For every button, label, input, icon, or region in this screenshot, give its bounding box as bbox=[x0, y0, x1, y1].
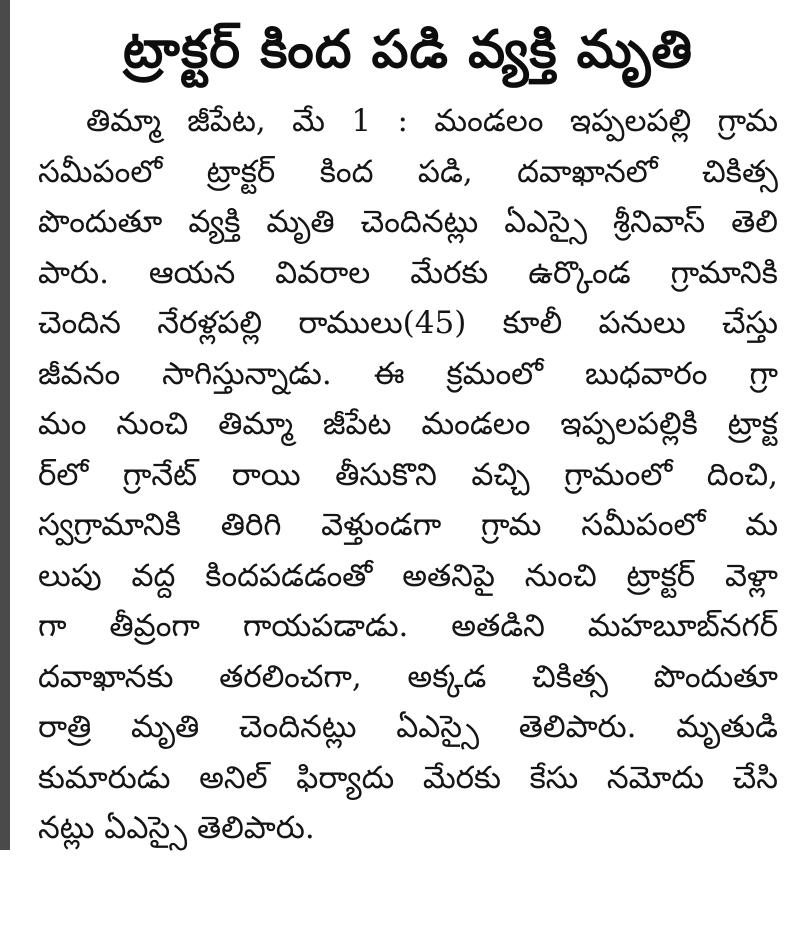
article-line: నట్లు ఏఎస్సై తెలిపారు. bbox=[38, 810, 315, 846]
article-line: లుపు వద్ద కిందపడడంతో అతనిపై నుంచి ట్రాక్టర్ వెళ్లా bbox=[38, 557, 778, 594]
article-line: పారు. ఆయన వివరాల మేరకు ఉర్కొండ గ్రామానికి bbox=[38, 254, 778, 291]
article-line: చెందిన నేరళ్లపల్లి రాములు(45) కూలీ పనులు చేస్తు bbox=[38, 305, 778, 341]
article-line: స్వగ్రామానికి తిరిగి వెళ్తుండగా గ్రామ సమీపంలో మ bbox=[38, 507, 778, 543]
article-line: ర్‌లో గ్రానేట్ రాయి తీసుకొని వచ్చి గ్రామంలో దించి, bbox=[38, 456, 778, 493]
article-line: పొందుతూ వ్యక్తి మృతి చెందినట్లు ఏఎస్సై శ్రీనివాస్ తెలి bbox=[38, 204, 778, 240]
article-line: రాత్రి మృతి చెందినట్లు ఏఎస్సై తెలిపారు. మృతుడి bbox=[38, 709, 778, 745]
article-line: తిమ్మా జీపేట, మే 1 : మండలం ఇప్పలపల్లి గ్రామ bbox=[86, 103, 778, 139]
article-line: సమీపంలో ట్రాక్టర్ కింద పడి, దవాఖానలో చికిత్స bbox=[38, 153, 778, 190]
article-line: మం నుంచి తిమ్మా జీపేట మండలం ఇప్పలపల్లికి ట్రాక్ట bbox=[38, 406, 778, 442]
column-rule bbox=[0, 0, 10, 850]
article-body bbox=[38, 96, 778, 854]
article-line: కుమారుడు అనిల్ ఫిర్యాదు మేరకు కేసు నమోదు చేసి bbox=[38, 759, 778, 796]
news-article bbox=[38, 14, 778, 854]
article-line: గా తీవ్రంగా గాయపడాడు. అతడిని మహబూబ్‌నగర్ bbox=[38, 608, 778, 644]
article-line: జీవనం సాగిస్తున్నాడు. ఈ క్రమంలో బుధవారం గ్రా bbox=[38, 355, 778, 392]
article-line: దవాఖానకు తరలించగా, అక్కడ చికిత్స పొందుతూ bbox=[38, 658, 778, 695]
article-headline: ట్రాక్టర్ కింద పడి వ్యక్తి మృతి bbox=[122, 20, 694, 80]
